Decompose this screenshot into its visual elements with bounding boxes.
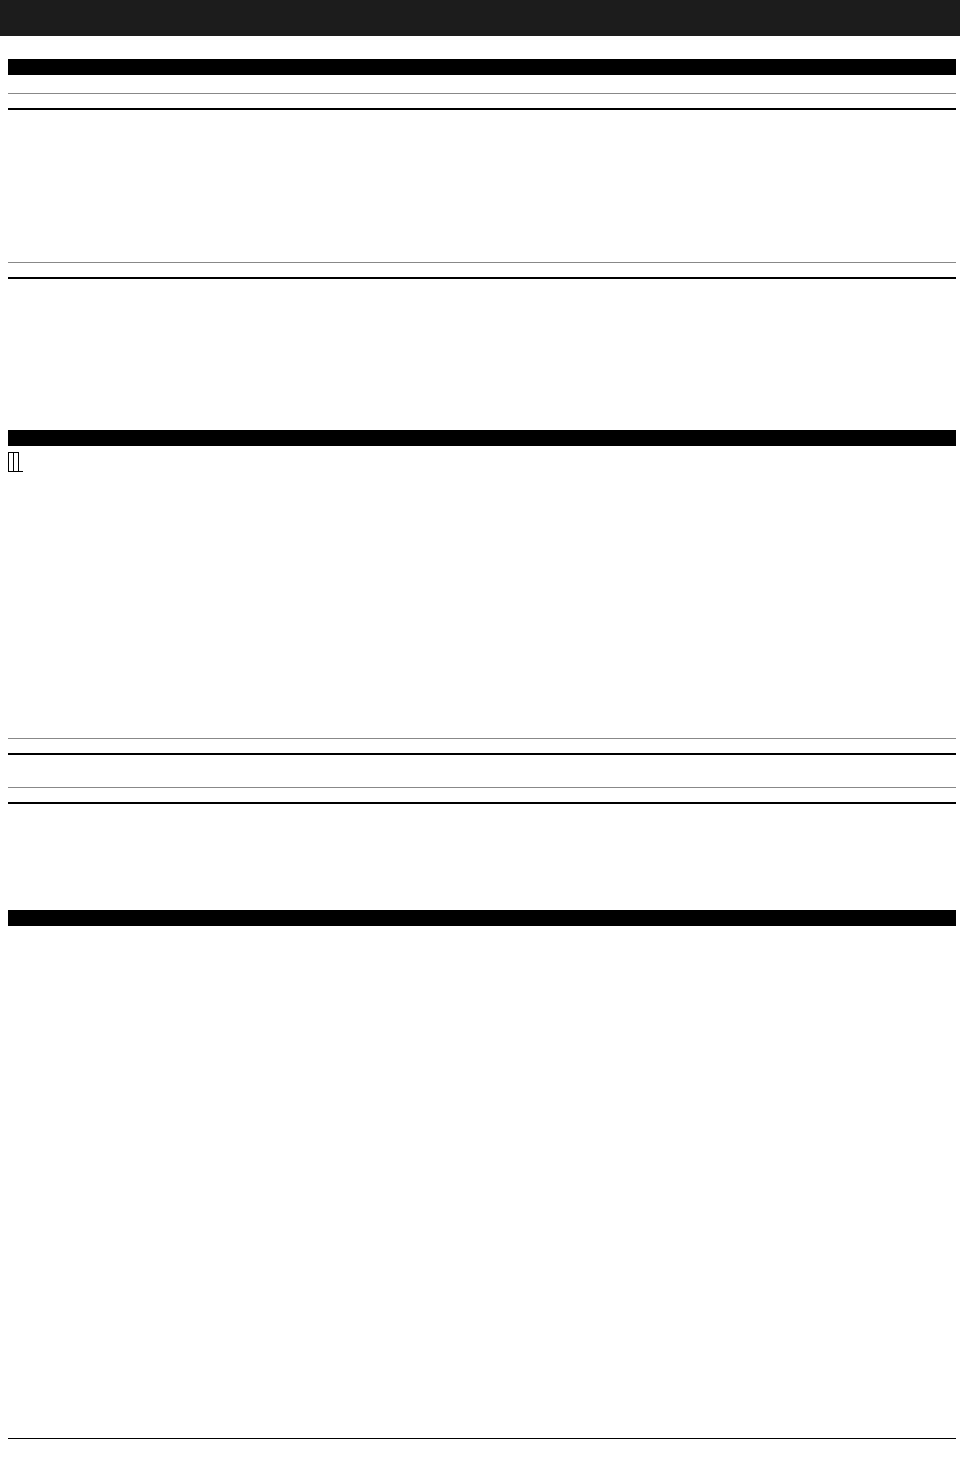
alarm-table-header bbox=[9, 453, 24, 472]
col-header-outputs bbox=[19, 453, 24, 472]
section-15-1-heading bbox=[8, 93, 956, 110]
page-header bbox=[0, 0, 960, 36]
alarm-table bbox=[8, 452, 23, 472]
section-16-1-heading bbox=[8, 738, 956, 755]
section-15-heading bbox=[8, 59, 956, 75]
footer-rule bbox=[8, 1438, 956, 1439]
section-16-heading bbox=[8, 430, 956, 446]
section-17-heading bbox=[8, 910, 956, 926]
section-16-2-heading bbox=[8, 787, 956, 804]
section-15-2-heading bbox=[8, 262, 956, 279]
